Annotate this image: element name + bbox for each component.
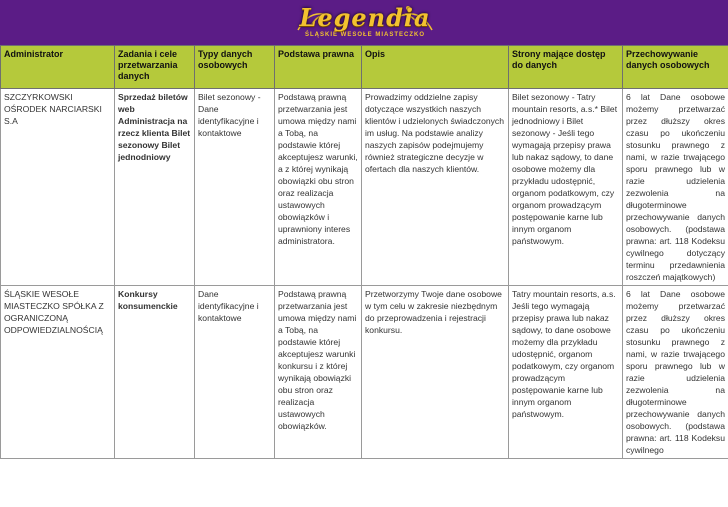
column-header-access: Strony mające dostęp do danych — [509, 46, 623, 89]
cell-retention: 6 lat Dane osobowe możemy przetwarzać przez dłuższy okres czasu po ukończeniu stosunku prawnego z nami, w razie trwającego sporu prawnego lub w razie udzielenia zezwolenia na długoterminowe przechowywanie danych osobowych. (podstawa prawna: art. 118 Kodeksu cywilnego — [623, 286, 728, 459]
cell-legal-basis: Podstawą prawną przetwarzania jest umowa między nami a Tobą, na podstawie której akceptujesz warunki, a z której wynikają obowiązki obu stron oraz realizacja ustawowych obowiązków i uprawniony interes administratora. — [275, 89, 362, 286]
cell-data-types: Dane identyfikacyjne i kontaktowe — [195, 286, 275, 459]
cell-administrator: ŚLĄSKIE WESOŁE MIASTECZKO SPÓŁKA Z OGRANICZONĄ ODPOWIEDZIALNOŚCIĄ — [1, 286, 115, 459]
logo-text: Legendia — [299, 3, 431, 32]
logo-subtitle: ŚLĄSKIE WESOŁE MIASTECZKO — [304, 32, 425, 38]
cell-access: Tatry mountain resorts, a.s. Jeśli tego wymagają przepisy prawa lub nakaz sądowy, to dane osobowe możemy dla przykładu udostępnić, organom podatkowym, czy organom prowadzącym postępowanie karne lub innym organom państwowym. — [509, 286, 623, 459]
cell-description: Przetworzymy Twoje dane osobowe w tym celu w zakresie niezbędnym do przeprowadzenia i rejestracji konkursu. — [362, 286, 509, 459]
cell-administrator: SZCZYRKOWSKI OŚRODEK NARCIARSKI S.A — [1, 89, 115, 286]
table-header-row — [1, 46, 728, 89]
data-processing-table — [0, 45, 728, 459]
cell-data-types: Bilet sezonowy - Dane identyfikacyjne i kontaktowe — [195, 89, 275, 286]
table-row — [1, 89, 728, 286]
column-header-legal-basis: Podstawa prawna — [275, 46, 362, 89]
cell-task: Konkursy konsumenckie — [115, 286, 195, 459]
column-header-data-types: Typy danych osobowych — [195, 46, 275, 89]
cell-retention: 6 lat Dane osobowe możemy przetwarzać przez dłuższy okres czasu po ukończeniu stosunku prawnego z nami, w razie trwającego sporu prawnego lub w razie udzielenia zezwolenia na długoterminowe przechowywanie danych osobowych. (podstawa prawna: art. 118 Kodeksu cywilnego dotyczący terminu przedawnienia roszczeń majątkowych) — [623, 89, 728, 286]
column-header-administrator: Administrator — [1, 46, 115, 89]
cell-task: Sprzedaż biletów web Administracja na rzecz klienta Bilet sezonowy Bilet jednodniowy — [115, 89, 195, 286]
column-header-description: Opis — [362, 46, 509, 89]
logo — [290, 2, 440, 44]
table-row — [1, 286, 728, 459]
column-header-retention: Przechowywanie danych osobowych — [623, 46, 728, 89]
cell-description: Prowadzimy oddzielne zapisy dotyczące wszystkich naszych klientów i udzielonych świadczonych im usług. Na podstawie analizy naszych zapisów podejmujemy również strategiczne decyzje w ofertach dla naszych klientów. — [362, 89, 509, 286]
column-header-tasks: Zadania i cele przetwarzania danych — [115, 46, 195, 89]
header-banner — [0, 0, 728, 45]
cell-access: Bilet sezonowy - Tatry mountain resorts, a.s.* Bilet jednodniowy i Bilet sezonowy - Jeśli tego wymagają przepisy prawa lub nakaz sądowy, to dane osobowe możemy dla przykładu udostępnić, organom podatkowym, czy organom prowadzącym postępowanie karne lub innym organom państwowym. — [509, 89, 623, 286]
cell-legal-basis: Podstawą prawną przetwarzania jest umowa między nami a Tobą, na podstawie której akceptujesz warunki konkursu i z której wynikają obowiązki obu stron oraz realizacja ustawowych obowiązków. — [275, 286, 362, 459]
